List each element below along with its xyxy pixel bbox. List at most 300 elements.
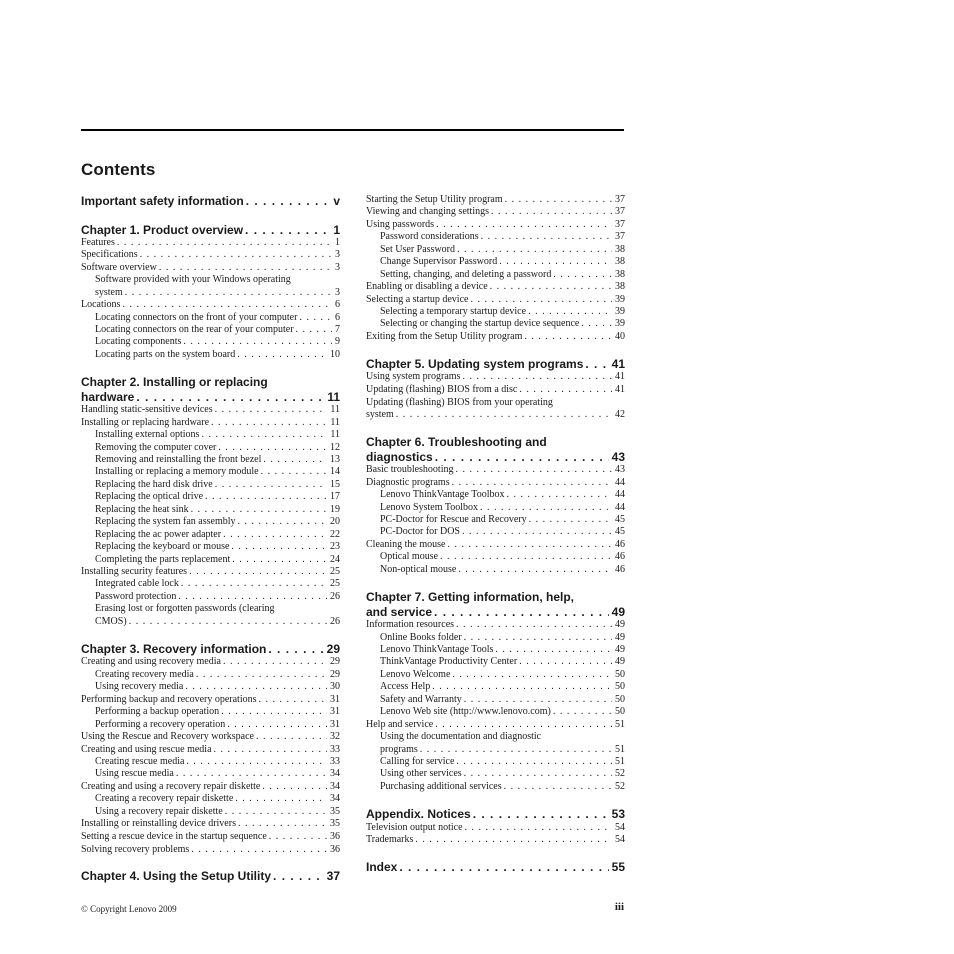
toc-entry[interactable] [81,656,340,668]
toc-entry-title: Television output notice [366,822,463,833]
toc-entry-text: Chapter 6. Troubleshooting and [366,435,547,449]
toc-entry[interactable] [95,349,340,361]
dot-leader [181,578,327,590]
toc-entry-title: Removing and reinstalling the front bezel [95,454,262,465]
dot-leader [462,526,612,538]
toc-entry-page: 22 [330,529,340,540]
toc-entry[interactable] [95,287,340,299]
dot-leader [432,681,612,693]
toc-entry-page: 51 [615,744,625,755]
toc-entry-page: 25 [330,566,340,577]
toc-entry[interactable] [95,479,340,491]
toc-entry-page: 37 [615,231,625,242]
toc-entry[interactable] [380,632,625,644]
toc-entry-page: 43 [615,464,625,475]
toc-entry-title: system [95,287,123,298]
dot-leader [223,529,327,541]
dot-leader [462,371,612,383]
toc-entry-title: Lenovo Welcome [380,669,451,680]
toc-entry[interactable] [95,336,340,348]
toc-entry[interactable] [380,489,625,501]
page-title: Contents [81,160,156,179]
toc-entry-title: Lenovo System Toolbox [380,502,479,513]
toc-entry-page: 38 [615,256,625,267]
toc-entry-page: 11 [330,404,340,415]
toc-entry[interactable] [380,269,625,281]
toc-entry-page: 26 [330,616,340,627]
dot-leader [506,489,612,501]
dot-leader [125,287,332,299]
dot-leader [140,249,332,261]
toc-entry[interactable] [380,564,625,576]
toc-entry[interactable] [95,504,340,516]
dot-leader [440,551,612,563]
toc-entry-title: Selecting a temporary startup device [380,306,527,317]
toc-chapter-entry[interactable] [366,807,625,822]
dot-leader [186,756,327,768]
header-rule [81,129,624,131]
toc-entry[interactable] [366,409,625,421]
toc-entry-title: CMOS) [95,616,127,627]
toc-entry-page: 52 [615,768,625,779]
toc-entry[interactable] [95,706,340,718]
toc-entry-title: Password considerations [380,231,479,242]
toc-entry[interactable] [366,194,625,206]
toc-entry-title: Installing or replacing a memory module [95,466,259,477]
toc-entry-title: Index [366,860,398,874]
dot-leader [191,504,327,516]
toc-entry-title: Features [81,237,115,248]
toc-entry[interactable] [81,831,340,843]
toc-entry-page: 49 [615,619,625,630]
toc-entry-page: 1 [335,237,340,248]
toc-entry-page: 11 [330,429,340,440]
toc-entry-title: Change Supervisor Password [380,256,498,267]
toc-entry[interactable] [81,262,340,274]
toc-entry-page: 49 [615,644,625,655]
dot-leader [211,417,327,429]
toc-entry[interactable] [81,237,340,249]
toc-entry[interactable] [95,591,340,603]
toc-chapter-entry[interactable] [81,390,340,405]
toc-entry[interactable] [380,681,625,693]
toc-chapter-entry[interactable] [366,450,625,465]
toc-entry[interactable] [380,669,625,681]
toc-entry-title: Replacing the system fan assembly [95,516,236,527]
toc-entry-text: Updating (flashing) BIOS from your operating [366,397,553,408]
toc-entry[interactable] [81,694,340,706]
dot-leader [269,831,327,843]
toc-entry[interactable] [366,619,625,631]
toc-entry-title: Password protection [95,591,177,602]
toc-entry-page: 38 [615,269,625,280]
toc-entry-page: 29 [330,656,340,667]
toc-entry-page: 36 [330,844,340,855]
toc-entry[interactable] [366,464,625,476]
toc-entry[interactable] [95,616,340,628]
toc-entry-page: 38 [615,281,625,292]
toc-entry-page: 20 [330,516,340,527]
toc-entry-title: Chapter 4. Using the Setup Utility [81,869,272,883]
toc-entry-title: Solving recovery problems [81,844,190,855]
dot-leader [185,681,327,693]
toc-entry[interactable] [380,514,625,526]
dot-leader [435,450,609,465]
dot-leader [201,429,327,441]
dot-leader [524,331,612,343]
toc-entry[interactable] [95,324,340,336]
toc-chapter-entry[interactable] [366,357,625,372]
toc-entry[interactable] [95,454,340,466]
toc-entry[interactable] [81,731,340,743]
toc-entry-title: Locating parts on the system board [95,349,236,360]
toc-entry[interactable] [95,681,340,693]
toc-entry-page: 42 [615,409,625,420]
dot-leader [238,516,327,528]
dot-leader [499,256,612,268]
dot-leader [299,312,332,324]
toc-entry[interactable] [95,312,340,324]
toc-entry-page: 25 [330,578,340,589]
dot-leader [420,744,612,756]
page-number: iii [614,901,624,913]
toc-entry-page: 50 [615,706,625,717]
dot-leader [464,632,612,644]
toc-entry-title: Replacing the ac power adapter [95,529,222,540]
toc-entry-title: Lenovo Web site (http://www.lenovo.com) [380,706,551,717]
toc-entry[interactable] [95,768,340,780]
dot-leader [519,656,612,668]
toc-entry-title: Installing or replacing hardware [81,417,210,428]
dot-leader [273,869,324,884]
toc-entry-title: Replacing the heat sink [95,504,189,515]
toc-entry-page: 6 [335,312,340,323]
toc-entry-title: Locations [81,299,121,310]
dot-leader [238,818,327,830]
toc-entry-page: 45 [615,514,625,525]
toc-entry-page: 41 [611,357,625,371]
toc-entry[interactable] [95,429,340,441]
toc-entry[interactable] [380,656,625,668]
toc-entry[interactable] [380,502,625,514]
toc-entry[interactable] [95,669,340,681]
toc-entry-title: Installing or reinstalling device drivers [81,818,236,829]
toc-chapter-entry[interactable] [366,860,625,875]
toc-entry-page: 44 [615,489,625,500]
dot-leader [215,404,328,416]
dot-leader [456,619,612,631]
dot-leader [117,237,332,249]
toc-entry-page: v [333,194,340,208]
toc-entry-title: Viewing and changing settings [366,206,489,217]
dot-leader [396,409,612,421]
dot-leader [491,206,612,218]
dot-leader [189,566,327,578]
toc-entry[interactable] [380,781,625,793]
toc-entry-title: Chapter 1. Product overview [81,223,244,237]
toc-entry-title: Cleaning the mouse [366,539,446,550]
toc-entry-title: Software overview [81,262,157,273]
toc-entry[interactable] [81,744,340,756]
dot-leader [553,269,612,281]
toc-entry[interactable] [95,578,340,590]
toc-entry[interactable] [380,231,625,243]
toc-entry[interactable] [366,281,625,293]
toc-entry-title: Enabling or disabling a device [366,281,488,292]
dot-leader [457,244,612,256]
dot-leader [452,669,612,681]
toc-entry-page: 26 [330,591,340,602]
dot-leader [458,564,612,576]
toc-entry-page: 3 [335,287,340,298]
toc-entry-text: Chapter 7. Getting information, help, [366,590,575,604]
toc-chapter-entry[interactable] [81,642,340,657]
toc-entry-title: Installing external options [95,429,200,440]
toc-entry[interactable] [380,526,625,538]
dot-leader [529,514,612,526]
dot-leader [456,756,612,768]
toc-entry-title: Specifications [81,249,138,260]
toc-entry[interactable] [366,384,625,396]
toc-entry-title: Selecting a startup device [366,294,469,305]
toc-entry-page: 45 [615,526,625,537]
toc-entry-title: programs [380,744,418,755]
toc-entry-title: hardware [81,390,135,404]
toc-chapter-entry[interactable] [81,194,340,209]
toc-entry-page: 37 [615,194,625,205]
toc-entry[interactable] [366,822,625,834]
toc-entry[interactable] [366,331,625,343]
toc-entry-page: 33 [330,744,340,755]
dot-leader [481,231,612,243]
toc-entry[interactable] [95,529,340,541]
dot-leader [490,281,612,293]
dot-leader [227,719,327,731]
toc-entry-title: Access Help [380,681,431,692]
toc-entry[interactable] [380,644,625,656]
toc-entry[interactable] [366,294,625,306]
dot-leader [495,644,612,656]
toc-entry-page: 41 [615,384,625,395]
toc-entry-page: 50 [615,694,625,705]
toc-entry-title: Creating recovery media [95,669,194,680]
toc-entry[interactable] [81,404,340,416]
toc-entry[interactable] [380,256,625,268]
toc-entry-page: 39 [615,306,625,317]
toc-entry-page: 43 [611,450,625,464]
dot-leader [232,554,327,566]
toc-entry[interactable] [366,206,625,218]
toc-entry[interactable] [81,566,340,578]
toc-chapter-entry[interactable] [81,869,340,884]
dot-leader [262,781,327,793]
toc-entry-title: PC-Doctor for DOS [380,526,460,537]
dot-leader [268,642,323,657]
toc-entry[interactable] [95,516,340,528]
toc-entry-page: 49 [611,605,625,619]
dot-leader [464,694,612,706]
toc-entry-page: 23 [330,541,340,552]
dot-leader [256,731,327,743]
toc-entry-page: 46 [615,564,625,575]
toc-entry-page: 32 [330,731,340,742]
toc-entry-page: 14 [330,466,340,477]
toc-entry[interactable] [81,844,340,856]
toc-entry-title: Diagnostic programs [366,477,450,488]
toc-entry[interactable] [380,551,625,563]
dot-leader [470,294,612,306]
toc-entry-title: Lenovo ThinkVantage Toolbox [380,489,505,500]
toc-entry[interactable] [95,466,340,478]
toc-entry-title: Chapter 5. Updating system programs [366,357,584,371]
toc-entry[interactable] [95,554,340,566]
toc-entry-title: Creating and using rescue media [81,744,212,755]
toc-entry-page: 44 [615,502,625,513]
toc-entry-title: Online Books folder [380,632,462,643]
toc-entry-page: 12 [330,442,340,453]
toc-entry[interactable] [366,477,625,489]
dot-leader [480,502,612,514]
toc-entry-page: 38 [615,244,625,255]
toc-entry[interactable] [366,719,625,731]
toc-entry[interactable] [380,706,625,718]
toc-entry[interactable] [366,539,625,551]
toc-entry[interactable] [81,417,340,429]
toc-entry[interactable] [81,299,340,311]
toc-entry-page: 36 [330,831,340,842]
toc-entry-page: 39 [615,318,625,329]
toc-entry[interactable] [95,806,340,818]
toc-entry-page: 54 [615,834,625,845]
toc-entry-page: 55 [611,860,625,874]
toc-entry[interactable] [380,318,625,330]
toc-entry-title: Locating connectors on the front of your computer [95,312,298,323]
toc-entry-title: and service [366,605,433,619]
toc-entry-text: Using the documentation and diagnostic [380,731,542,742]
toc-entry[interactable] [366,371,625,383]
toc-entry-page: 50 [615,669,625,680]
toc-entry-page: 24 [330,554,340,565]
dot-leader [129,616,327,628]
toc-entry[interactable] [81,781,340,793]
toc-entry-page: 3 [335,262,340,273]
dot-leader [218,442,327,454]
dot-leader [447,539,612,551]
toc-entry-title: Using the Rescue and Recovery workspace [81,731,254,742]
toc-entry[interactable] [95,541,340,553]
toc-entry-page: 34 [330,781,340,792]
toc-entry-page: 11 [327,390,340,404]
dot-leader [519,384,612,396]
toc-entry-title: Installing security features [81,566,188,577]
toc-entry-text: Erasing lost or forgotten passwords (clearing [95,603,275,614]
toc-entry-page: 34 [330,768,340,779]
toc-entry-page: 10 [330,349,340,360]
toc-entry-page: 49 [615,632,625,643]
toc-entry[interactable] [380,306,625,318]
dot-leader [505,194,612,206]
toc-entry-page: 30 [330,681,340,692]
toc-entry-page: 40 [615,331,625,342]
dot-leader [221,706,327,718]
toc-entry-page: 39 [615,294,625,305]
toc-entry-title: Trademarks [366,834,414,845]
toc-entry-page: 51 [615,719,625,730]
toc-entry-title: Using other services [380,768,462,779]
toc-entry-page: 52 [615,781,625,792]
toc-entry-title: Performing a backup operation [95,706,220,717]
toc-entry[interactable] [366,834,625,846]
toc-entry-title: Using system programs [366,371,461,382]
toc-entry-title: Appendix. Notices [366,807,471,821]
toc-entry-page: 31 [330,719,340,730]
dot-leader [122,299,332,311]
toc-entry-title: system [366,409,394,420]
toc-entry-title: Non-optical mouse [380,564,457,575]
toc-entry-title: Replacing the hard disk drive [95,479,213,490]
toc-entry[interactable] [95,442,340,454]
dot-leader [191,844,327,856]
toc-entry[interactable] [81,818,340,830]
toc-entry-page: 33 [330,756,340,767]
toc-entry[interactable] [380,768,625,780]
toc-entry-page: 9 [335,336,340,347]
toc-entry-title: Basic troubleshooting [366,464,454,475]
toc-entry[interactable] [95,756,340,768]
toc-chapter-entry[interactable] [366,605,625,620]
toc-entry-title: Replacing the optical drive [95,491,204,502]
toc-entry-title: Performing a recovery operation [95,719,226,730]
toc-entry-title: Performing backup and recovery operations [81,694,257,705]
toc-entry-title: diagnostics [366,450,433,464]
toc-entry[interactable] [81,249,340,261]
toc-entry-page: 7 [335,324,340,335]
dot-leader [435,719,612,731]
toc-entry[interactable] [95,719,340,731]
dot-leader [214,744,327,756]
dot-leader [585,357,608,372]
dot-leader [434,605,609,620]
toc-entry[interactable] [380,756,625,768]
dot-leader [465,822,612,834]
toc-entry-title: Using passwords [366,219,435,230]
toc-chapter-entry[interactable] [81,223,340,238]
toc-entry[interactable] [95,793,340,805]
toc-entry-title: Chapter 3. Recovery information [81,642,267,656]
dot-leader [473,807,609,822]
toc-entry-title: Updating (flashing) BIOS from a disc [366,384,518,395]
toc-entry-page: 54 [615,822,625,833]
toc-entry[interactable] [95,491,340,503]
toc-entry-title: Using recovery media [95,681,184,692]
toc-entry-title: Important safety information [81,194,244,208]
toc-entry[interactable] [366,219,625,231]
toc-entry-text: Software provided with your Windows operating [95,274,291,285]
dot-leader [528,306,612,318]
dot-leader [176,768,327,780]
toc-entry-title: Setting a rescue device in the startup sequence [81,831,267,842]
toc-entry[interactable] [380,244,625,256]
toc-entry[interactable] [380,744,625,756]
dot-leader [464,768,612,780]
toc-entry-title: Safety and Warranty [380,694,462,705]
toc-entry-title: Setting, changing, and deleting a password [380,269,552,280]
toc-entry-page: 51 [615,756,625,767]
toc-entry-page: 19 [330,504,340,515]
toc-entry-title: Creating and using recovery media [81,656,221,667]
toc-entry[interactable] [380,694,625,706]
toc-entry-page: 37 [326,869,340,883]
